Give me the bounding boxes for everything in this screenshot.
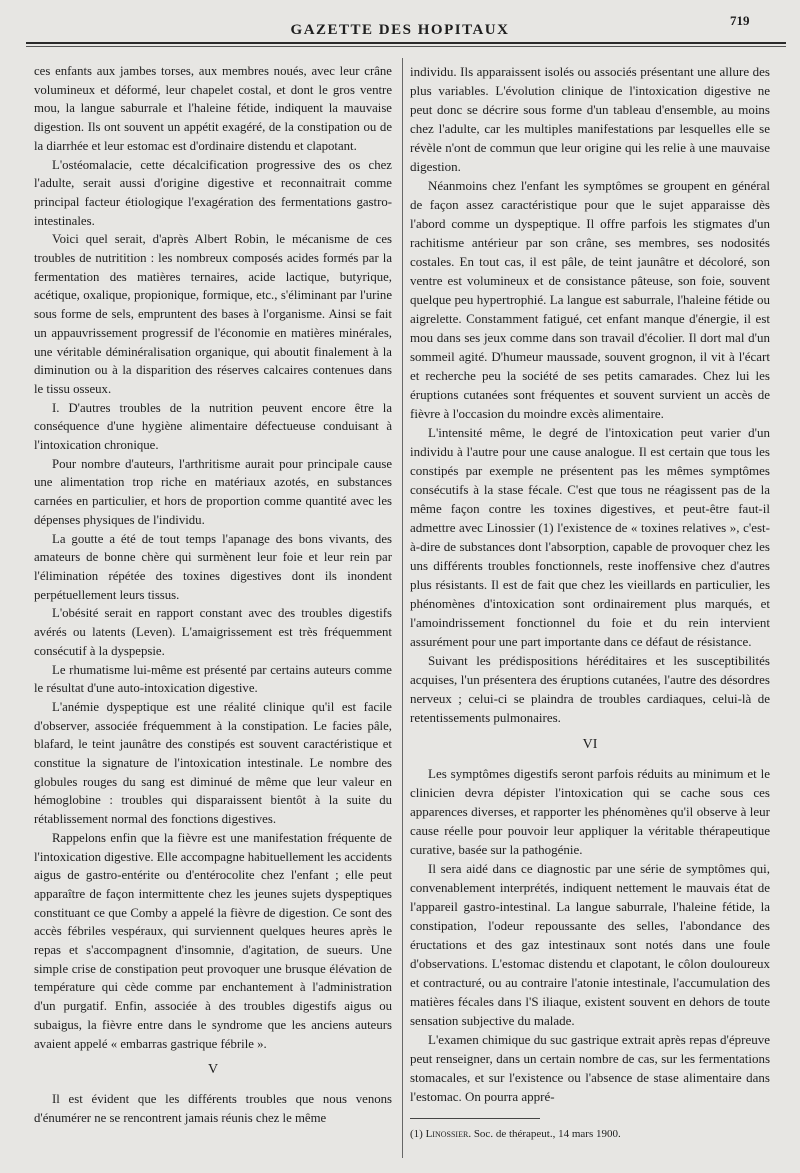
- paragraph: Rappelons enfin que la fièvre est une manifestation fréquente de l'intoxication digestive. Elle accompagne habituellement les accidents aigus de gastro-entérite ou d'entérocolite chez l'enfant ; elle peut apparaître de façon intermittente chez les jeunes sujets dyspeptiques constituant ce que Comby a appelé la fièvre de digestion. Ce sont des accès fébriles vespéraux, qui surviennent quelques heures après le repas et s'accompagnent d'insomnie, d'agitation, de sueurs. Une simple crise de constipation peut provoquer une brusque élévation de température qui cède comme par enchantement à l'administration d'un purgatif. Enfin, associée à des troubles digestifs aigus ou subaigus, la fièvre entre dans le syndrome que les anciens auteurs avaient appelé « embarras gastrique fébrile ».: [34, 830, 393, 1051]
- paragraph: ces enfants aux jambes torses, aux membres noués, avec leur crâne volumineux et déformé, leur chapelet costal, et dont le gros ventre mou, la langue saburrale et l'haleine fétide, indiquent la mauvaise digestion. Ils ont souvent un appétit exagéré, de la constipation ou de la diarrhée et leur estomac est d'ordinaire distendu et clapotant.: [34, 64, 392, 153]
- running-header: GAZETTE DES HOPITAUX: [290, 22, 510, 38]
- paragraph: Les symptômes digestifs seront parfois réduits au minimum et le clinicien devra dépister l'intoxication qui se cache sous ces apparences diverses, et rapporter les phénomènes qu'il observe à leur cause réelle pour pouvoir leur appliquer la véritable thérapeutique curative, basée sur la pathogénie.: [410, 766, 770, 857]
- footnote-rule: [410, 1118, 540, 1119]
- paragraph: L'obésité serait en rapport constant avec des troubles digestifs avérés ou latents (Leven). L'amaigrissement est très fréquemment consécutif à la dyspepsie.: [34, 606, 392, 658]
- paragraph: L'anémie dyspeptique est une réalité clinique qu'il est facile d'observer, associée fréquemment à la constipation. Le facies pâle, blafard, le teint jaunâtre des constipés est souvent caractéristique et constitue la signature de l'intoxication intestinale. Le nombre des globules rouges du sang est diminué de même que leur valeur en hémoglobine : troubles qui disparaissent bientôt à la suite du rétablissement normal des fonctions digestives.: [34, 699, 392, 827]
- paragraph: L'ostéomalacie, cette décalcification progressive des os chez l'adulte, serait aussi d'origine digestive et reconnaitrait comme principal facteur étiologique l'exagération des fermentations gastro-intestinales.: [34, 157, 392, 228]
- paragraph: Voici quel serait, d'après Albert Robin, le mécanisme de ces troubles de nutritition : les nombreux composés acides formés par la fermentation des matières ternaires, acide lactique, butyrique, acétique, oxalique, propionique, formique, etc., s'éliminant par l'urine sous forme de sels, empruntent des bases à l'organisme. Ainsi se fait un appauvrissement progressif de l'économie en matières minérales, une véritable déminéralisation organique, qui aboutit finalement à la diminution ou à la disparition des réserves calcaires contenues dans le tissu osseux.: [34, 232, 392, 396]
- paragraph: Il est évident que les différents troubles que nous venons d'énumérer ne se rencontrent jamais réunis chez le même: [34, 1091, 392, 1125]
- column-divider: [402, 58, 403, 1158]
- paragraph: I. D'autres troubles de la nutrition peuvent encore être la conséquence d'une hygiène alimentaire défectueuse conduisant à l'intoxication chronique.: [34, 400, 392, 453]
- paragraph: Néanmoins chez l'enfant les symptômes se groupent en général de façon assez caractéristique pour que le sujet apparaisse dès l'abord comme un dyspeptique. Il offre parfois les stigmates d'un rachitisme antérieur par son crâne, ses membres, ses nodosités costales. En tout cas, il est pâle, de teint jaunâtre et décoloré, son ventre est volumineux et de consistance pâteuse, son foie, souvent quelque peu hypertrophié. La langue est saburrale, l'haleine fétide ou aigrelette. Constamment fatigué, cet enfant manque d'énergie, il est mou dans ses jeux comme dans son travail d'écolier. Il dort mal d'un sommeil agité. D'humeur maussade, souvent grognon, il vit à l'écart et recherche peu la société de ses petits camarades. Chez lui les éruptions cutanées sont fréquentes et souvent survient un accès de fièvre à l'occasion du moindre excès alimentaire.: [410, 178, 770, 421]
- footnote-author: Linossier: [425, 1128, 469, 1140]
- section-heading-vi: VI: [582, 737, 598, 752]
- section-heading-v: V: [207, 1062, 219, 1078]
- header-rule: [26, 42, 786, 44]
- paragraph: individu. Ils apparaissent isolés ou associés présentant une allure des plus variables. L'évolution clinique de l'intoxication digestive ne peut donc se décrire sous forme d'un tableau d'ensemble, au moins chez l'adulte, car les multiples manifestations par lesquelles elle se révèle n'ont de commun que leur origine qui les relie à une mauvaise digestion.: [410, 64, 770, 174]
- left-column: [34, 62, 392, 1127]
- page-number: 719: [730, 13, 750, 28]
- paragraph: Suivant les prédispositions héréditaires et les susceptibilités acquises, l'un présentera des éruptions cutanées, l'autre des désordres nerveux ; celui-ci se plaindra de troubles cardiaques, celui-là de retentissements pulmonaires.: [410, 653, 770, 725]
- footnote: [410, 1127, 770, 1141]
- footnote-marker: (1): [410, 1128, 426, 1140]
- paragraph: L'intensité même, le degré de l'intoxication peut varier d'un individu à l'autre pour une cause analogue. Il est certain que tous les constipés par exemple ne présentent pas les mêmes symptômes consécutifs à la stase fécale. C'est que tous ne réagissent pas de la même façon contre les toxines digestives, et peut-être faut-il admettre avec Linossier (1) l'existence de « toxines relatives », c'est-à-dire de substances dont l'absorption, capable de provoquer chez les uns différents troubles fonctionnels, reste inoffensive chez d'autres plus résistants. Il est de fait que chez les vieillards en particulier, les phénomènes d'intoxication sont ordinairement plus marqués, et l'amoindrissement fonctionnel du foie et du rein intervient assurément pour une part importante dans ce défaut de résistance.: [410, 425, 770, 649]
- right-column: [410, 62, 770, 1141]
- header-rule-thin: [26, 46, 786, 47]
- paragraph: L'examen chimique du suc gastrique extrait après repas d'épreuve peut renseigner, dans un certain nombre de cas, sur les fermentations stomacales, et sur l'existence ou l'absence de stase alimentaire dans l'estomac. On pourra appré-: [410, 1032, 770, 1104]
- paragraph: Il sera aidé dans ce diagnostic par une série de symptômes qui, convenablement interprétés, indiquent nettement le mauvais état de l'appareil gastro-intestinal. La langue saburrale, l'haleine fétide, la constipation, l'odeur repoussante des selles, l'abondance des éructations et des gaz intestinaux sont notés dans une foule d'observations. L'estomac distendu et clapotant, le côlon douloureux et contracturé, ou au contraire l'atonie intestinale, l'accumulation des matières fécales dans l'S iliaque, existent souvent en dehors de toute sensation subjective du malade.: [410, 861, 770, 1028]
- paragraph: Le rhumatisme lui-même est présenté par certains auteurs comme le résultat d'une auto-intoxication digestive.: [34, 662, 392, 696]
- paragraph: Pour nombre d'auteurs, l'arthritisme aurait pour principale cause une alimentation trop riche en matériaux azotés, en substances carnées en particulier, et hors de proportion comme quantité avec les dépenses physiques de l'individu.: [34, 456, 392, 527]
- paragraph: La goutte a été de tout temps l'apanage des bons vivants, des amateurs de bonne chère qui surmènent leur foie et leur rein par l'élimination répétée des toxines digestives dont ils inondent perpétuellement leurs tissus.: [34, 531, 392, 602]
- footnote-text: . Soc. de thérapeut., 14 mars 1900.: [468, 1128, 621, 1140]
